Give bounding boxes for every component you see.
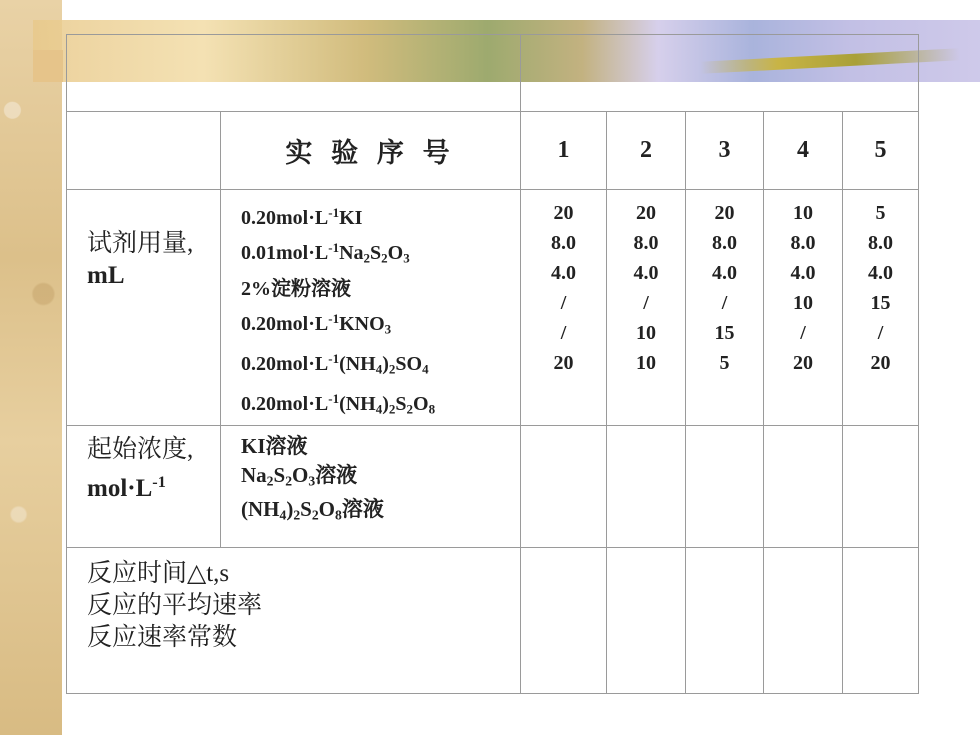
- average-rate-label: 反应的平均速率: [87, 591, 263, 619]
- reagent-column-4: [764, 190, 843, 426]
- value-cell: 10: [636, 352, 656, 374]
- reagent-amount-label: [67, 190, 221, 426]
- reagent-nh4-2so4: $0.20mol\cdot L^{-1}(NH_4)_2SO_4$: [241, 350, 429, 377]
- reagent-starch: 2%淀粉溶液: [241, 277, 351, 300]
- rate-constant-label: 反应速率常数: [87, 623, 238, 651]
- value-cell: 20: [553, 352, 574, 374]
- value-cell: 15: [870, 292, 891, 314]
- reagent-column-2: [607, 190, 686, 426]
- reagent-column-5: [843, 190, 919, 426]
- top-empty-cell: [67, 35, 521, 112]
- value-cell: /: [721, 292, 728, 314]
- reagent-kno3: $0.20mol\cdot L^{-1}KNO_3$: [241, 310, 392, 336]
- value-cell: 10: [793, 292, 813, 314]
- reagent-list: [221, 190, 521, 426]
- reagent-label-line1: 试剂用量,: [87, 230, 194, 257]
- reagent-column-3: [686, 190, 764, 426]
- value-cell: 20: [870, 352, 891, 374]
- experiment-table: [66, 34, 919, 694]
- value-cell: /: [560, 322, 567, 344]
- value-cell: 4.0: [790, 262, 816, 284]
- value-cell: 5: [875, 202, 886, 224]
- experiment-table-container: [66, 34, 918, 690]
- value-cell: 4.0: [712, 262, 737, 284]
- initial-ki: KI溶液: [241, 433, 308, 458]
- experiment-number-4: 4: [764, 112, 843, 190]
- value-cell: 8.0: [633, 232, 659, 254]
- value-cell: /: [800, 322, 806, 344]
- empty-cell: [686, 547, 764, 693]
- experiment-number-2: 2: [607, 112, 686, 190]
- header-row: [67, 112, 919, 190]
- initial-label-line2: $mol\cdot L^{-1}$: [87, 472, 166, 502]
- reagent-row: [67, 190, 919, 426]
- value-cell: 8.0: [868, 232, 894, 254]
- value-cell: 4.0: [633, 262, 659, 284]
- reagent-ki: $0.20mol\cdot L^{-1}KI$: [241, 205, 363, 230]
- value-cell: 10: [636, 322, 656, 344]
- value-cell: 5: [719, 352, 730, 374]
- empty-cell: [764, 425, 843, 547]
- value-cell: 20: [714, 202, 735, 224]
- initial-label-line1: 起始浓度,: [87, 435, 194, 463]
- experiment-number-1: 1: [521, 112, 607, 190]
- experiment-number-3: 3: [686, 112, 764, 190]
- empty-cell: [521, 425, 607, 547]
- experiment-number-title: 实 验 序 号: [221, 112, 521, 190]
- empty-cell: [607, 425, 686, 547]
- empty-cell: [843, 425, 919, 547]
- value-cell: 4.0: [868, 262, 894, 284]
- initial-na2s2o3: $Na_2S_2O_3$溶液: [241, 462, 358, 489]
- header-blank-cell: [67, 112, 221, 190]
- value-cell: 10: [793, 202, 813, 224]
- reaction-time-label: 反应时间△t,s: [87, 559, 230, 587]
- reagent-na2s2o3: $0.01mol\cdot L^{-1}Na_2S_2O_3$: [241, 240, 410, 266]
- value-cell: 8.0: [712, 232, 737, 254]
- empty-cell: [521, 547, 607, 693]
- top-empty-cell-right: [521, 35, 919, 112]
- result-labels: [67, 547, 521, 693]
- empty-cell: [686, 425, 764, 547]
- value-cell: 4.0: [551, 262, 576, 284]
- reagent-column-1: [521, 190, 607, 426]
- initial-concentration-row: [67, 425, 919, 547]
- value-cell: /: [877, 322, 884, 344]
- experiment-number-5: 5: [843, 112, 919, 190]
- value-cell: 8.0: [551, 232, 576, 254]
- value-cell: /: [643, 292, 649, 314]
- empty-cell: [843, 547, 919, 693]
- empty-cell: [764, 547, 843, 693]
- empty-cell: [607, 547, 686, 693]
- value-cell: 8.0: [790, 232, 816, 254]
- reagent-nh4-2s2o8: $0.20mol\cdot L^{-1}(NH_4)_2S_2O_8$: [241, 391, 436, 417]
- initial-nh4-2s2o8: $(NH_4)_2S_2O_8$溶液: [241, 497, 384, 523]
- reagent-label-line2: mL: [87, 262, 125, 289]
- initial-concentration-list: [221, 425, 521, 547]
- initial-concentration-label: [67, 425, 221, 547]
- value-cell: 15: [714, 322, 735, 344]
- banner-left-block: [33, 50, 63, 82]
- parchment-border: [0, 0, 62, 735]
- value-cell: /: [560, 292, 567, 314]
- value-cell: 20: [793, 352, 813, 374]
- result-row: [67, 547, 919, 693]
- value-cell: 20: [636, 202, 656, 224]
- top-empty-row: [67, 35, 919, 112]
- value-cell: 20: [553, 202, 574, 224]
